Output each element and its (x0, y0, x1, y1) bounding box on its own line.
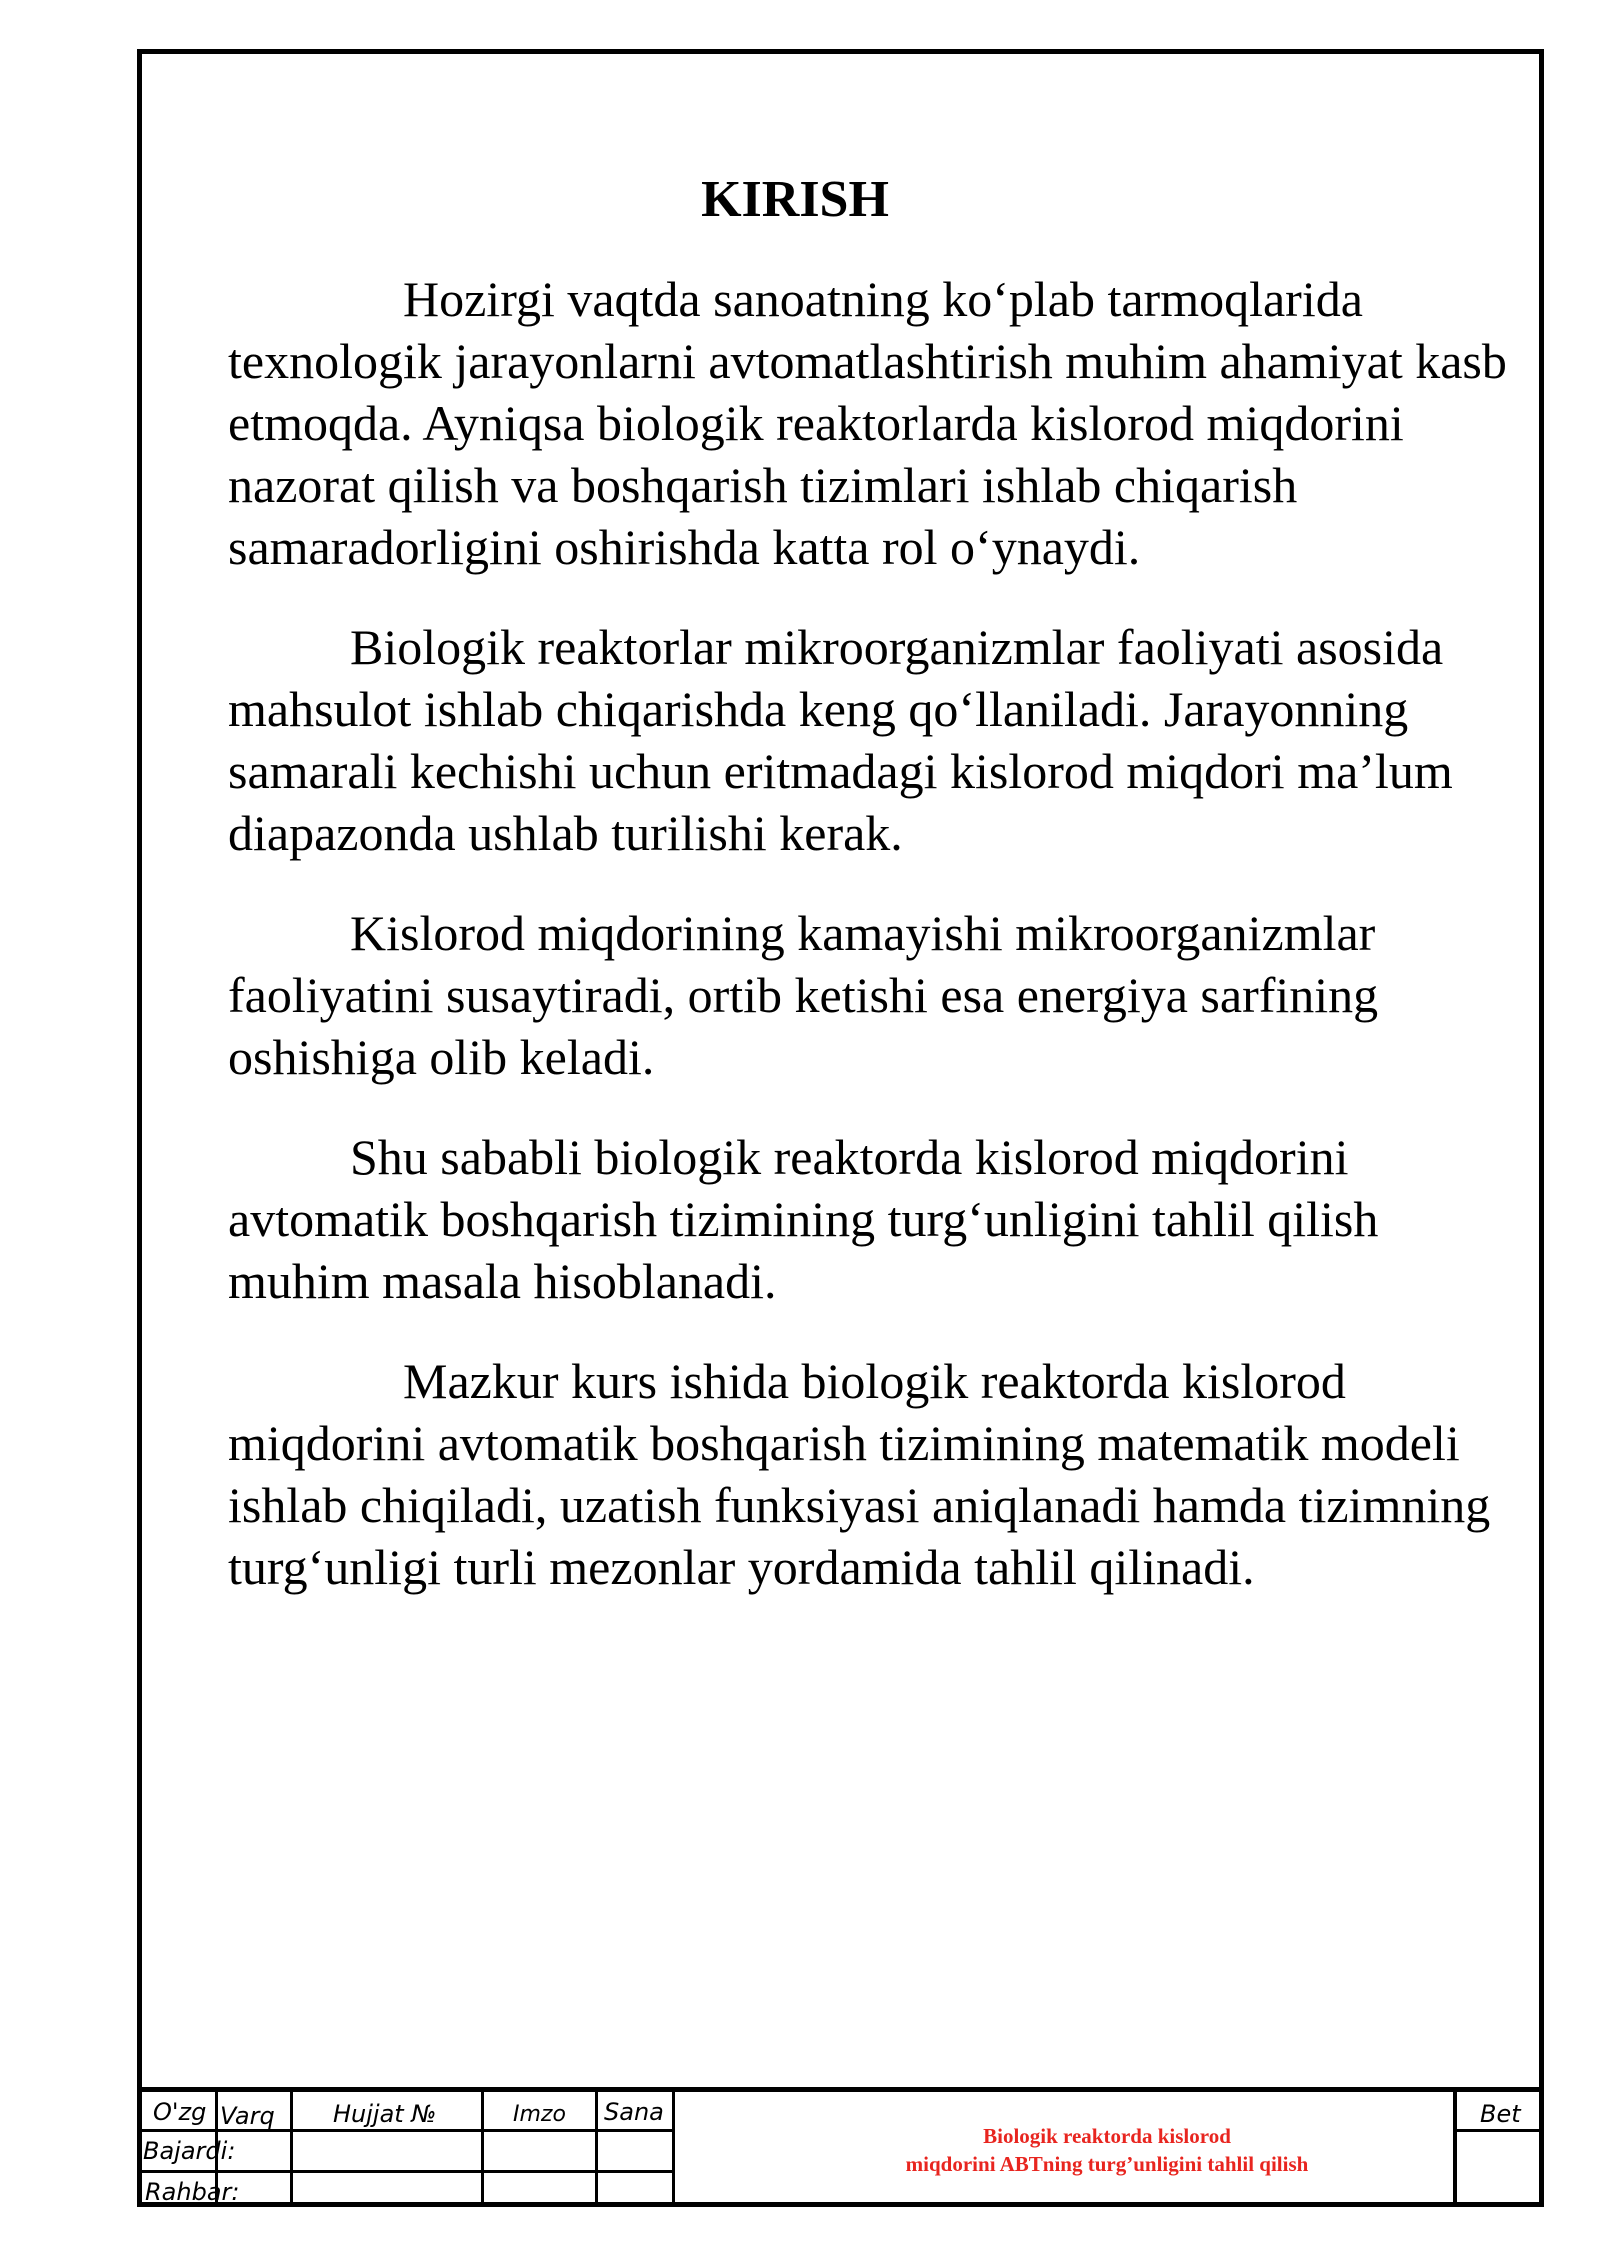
stamp-document-title (682, 2122, 1532, 2178)
paragraph-4: Shu sababli biologik reaktorda kislorod miqdorini avtomatik boshqarish tizimining turg‘unligini tahlil qilish muhim masala hisoblanadi. (228, 1129, 1379, 1309)
stamp-row-line (137, 2170, 675, 2173)
title-block-stamp (137, 2087, 1544, 2207)
paragraph-3: Kislorod miqdorining kamayishi mikroorganizmlar faoliyatini susaytiradi, ortib ketishi esa energiya sarfining oshishiga olib keladi. (228, 905, 1379, 1085)
stamp-hujjat-label: Hujjat № (333, 2100, 437, 2128)
paragraph-2: Biologik reaktorlar mikroorganizmlar faoliyati asosida mahsulot ishlab chiqarishda keng qo‘llaniladi. Jarayonning samarali kechishi uchun eritmadagi kislorod miqdori ma’lum diapazonda ushlab turilishi kerak. (228, 619, 1453, 861)
stamp-bajardi-label: Bajardi: (143, 2137, 236, 2165)
stamp-divider (595, 2092, 598, 2207)
stamp-divider (672, 2092, 675, 2207)
stamp-divider (290, 2092, 293, 2207)
document-body (228, 268, 1528, 1636)
stamp-ozg-label: O'zg (153, 2098, 207, 2126)
page-title-text: KIRISH (701, 171, 889, 228)
stamp-rahbar-label: Rahbar: (145, 2178, 240, 2206)
paragraph-5: Mazkur kurs ishida biologik reaktorda kislorod miqdorini avtomatik boshqarish tizimining matematik modeli ishlab chiqiladi, uzatish funksiyasi aniqlanadi hamda tizimning turg‘unligi turli mezonlar yordamida tahlil qilinadi. (228, 1353, 1491, 1595)
stamp-document-title-line2: miqdorini ABTning turg’unligini tahlil qilish (905, 2152, 1309, 2176)
stamp-document-title-line1: Biologik reaktorda kislorod (983, 2124, 1231, 2148)
page-title (0, 170, 1600, 229)
paragraph-1: Hozirgi vaqtda sanoatning ko‘plab tarmoqlarida texnologik jarayonlarni avtomatlashtirish muhim ahamiyat kasb etmoqda. Ayniqsa biologik reaktorlarda kislorod miqdorini nazorat qilish va boshqarish tizimlari ishlab chiqarish samaradorligini oshirishda katta rol o‘ynaydi. (228, 271, 1507, 575)
stamp-bet-label: Bet (1480, 2100, 1521, 2128)
stamp-row-line (137, 2129, 675, 2132)
stamp-imzo-label: Imzo (513, 2102, 566, 2127)
stamp-divider (481, 2092, 484, 2207)
stamp-varaq-label: Varq (220, 2102, 275, 2130)
stamp-sana-label: Sana (604, 2098, 664, 2126)
